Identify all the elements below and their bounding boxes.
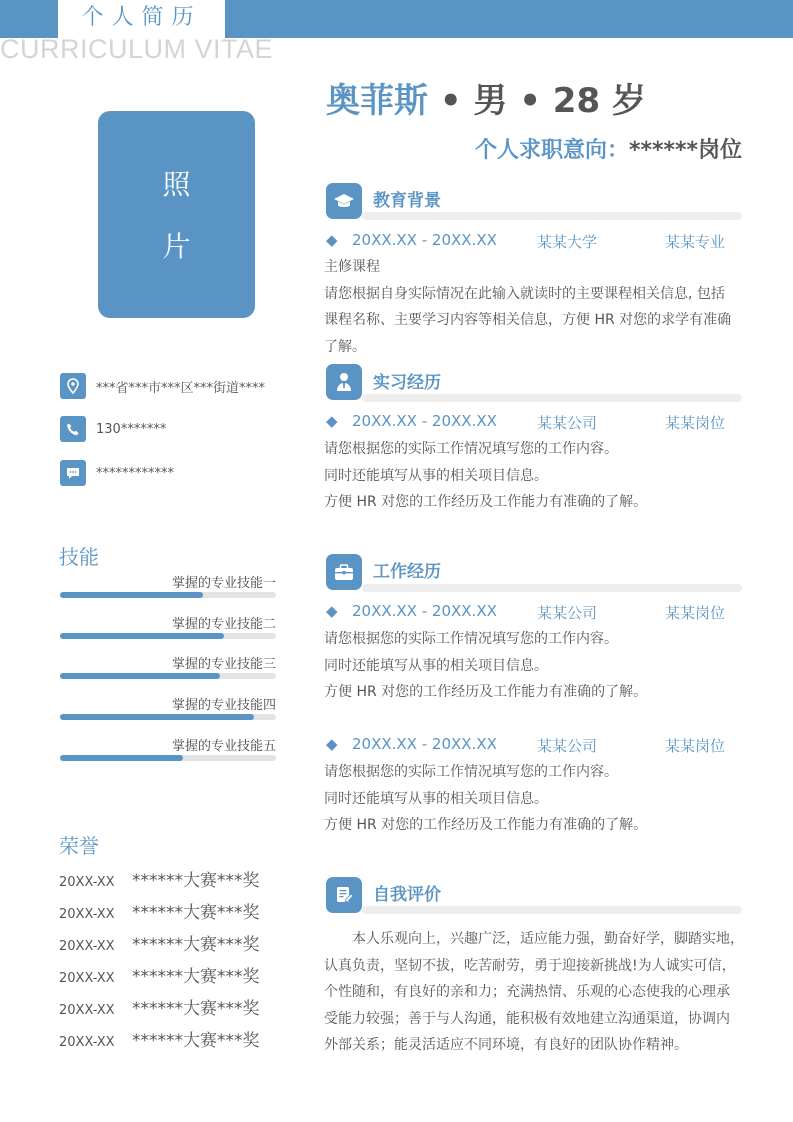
honor-date: 20XX-XX (59, 1035, 115, 1050)
graduation-cap-icon (326, 183, 362, 219)
photo-placeholder[interactable] (98, 111, 255, 318)
skill-bar-fill (60, 592, 203, 598)
education-entry (326, 231, 746, 251)
job-intent (475, 133, 742, 164)
honor-name: ******大赛***奖 (132, 871, 260, 891)
entry-role: 某某岗位 (665, 414, 726, 432)
text-line: 方便 HR 对您的工作经历及工作能力有准确的了解。 (324, 684, 648, 700)
entry-organization: 某某公司 (537, 604, 598, 622)
honor-date: 20XX-XX (59, 875, 115, 890)
skill-bar (60, 755, 276, 761)
bullet-icon: ◆ (326, 412, 338, 430)
text-line: 请您根据您的实际工作情况填写您的工作内容。 (324, 764, 618, 780)
resume-title: 个人简历 (58, 0, 225, 38)
entry-role: 某某岗位 (665, 737, 726, 755)
text-line: 主修课程 (324, 259, 380, 275)
skill-bar-fill (60, 633, 224, 639)
entry-organization: 某某公司 (537, 414, 598, 432)
skill-bar-fill (60, 714, 254, 720)
candidate-gender-age: • 男 • 28 岁 (428, 81, 646, 121)
text-line: 方便 HR 对您的工作经历及工作能力有准确的了解。 (324, 817, 648, 833)
skill-bar (60, 714, 276, 720)
self-evaluation-text (324, 926, 746, 1059)
skill-label: 掌握的专业技能五 (171, 739, 276, 754)
internship-title: 实习经历 (373, 373, 441, 393)
work-description (324, 626, 746, 706)
skill-item (60, 572, 276, 608)
candidate-name: 奥菲斯 (326, 81, 428, 121)
skill-bar-fill (60, 755, 183, 761)
skill-label: 掌握的专业技能三 (171, 657, 276, 672)
job-intent-value: ******岗位 (628, 138, 742, 163)
bullet-icon: ◆ (326, 602, 338, 620)
work-entry (326, 602, 746, 622)
work-title: 工作经历 (373, 562, 441, 582)
text-line: 本人乐观向上，兴趣广泛，适应能力强，勤奋好学，脚踏实地， (324, 931, 744, 947)
briefcase-icon (326, 554, 362, 590)
skill-label: 掌握的专业技能二 (171, 617, 276, 632)
education-description (324, 254, 746, 355)
resume-subtitle: CURRICULUM VITAE (0, 34, 274, 64)
entry-period: 20XX.XX - 20XX.XX (352, 231, 497, 249)
edit-note-icon (326, 877, 362, 913)
honor-item (59, 994, 260, 1020)
candidate-name-line (326, 79, 646, 123)
skill-item (60, 613, 276, 649)
phone-text: 130******* (96, 421, 167, 437)
person-icon (326, 364, 362, 400)
bullet-icon: ◆ (326, 735, 338, 753)
education-title: 教育背景 (373, 191, 441, 211)
bullet-icon: ◆ (326, 231, 338, 249)
section-divider (362, 212, 742, 220)
text-line: 请您根据您的实际工作情况填写您的工作内容。 (324, 631, 618, 647)
internship-entry (326, 412, 746, 432)
honor-name: ******大赛***奖 (132, 935, 260, 955)
text-line: 个性随和，有良好的亲和力；充满热情、乐观的心态使我的心理承 (324, 984, 730, 1000)
contact-phone (60, 416, 166, 442)
text-line: 请您根据您的实际工作情况填写您的工作内容。 (324, 441, 618, 457)
skill-label: 掌握的专业技能一 (171, 576, 276, 591)
skill-bar (60, 592, 276, 598)
entry-role: 某某专业 (665, 233, 726, 251)
honor-item (59, 898, 260, 924)
contact-message (60, 460, 174, 486)
message-text: ************ (96, 465, 174, 481)
honor-item (59, 930, 260, 956)
contact-address (60, 373, 265, 399)
job-intent-label: 个人求职意向： (474, 138, 629, 163)
honors-heading: 荣誉 (59, 834, 99, 858)
honor-date: 20XX-XX (59, 1003, 115, 1018)
honor-item (59, 962, 260, 988)
skill-item (60, 694, 276, 730)
text-line: 请您根据自身实际情况在此输入就读时的主要课程相关信息, 包括 (324, 285, 725, 302)
section-divider (362, 906, 742, 914)
location-icon (60, 373, 86, 399)
entry-organization: 某某大学 (537, 233, 598, 251)
honor-date: 20XX-XX (59, 907, 115, 922)
entry-role: 某某岗位 (665, 604, 726, 622)
skill-item (60, 653, 276, 689)
text-line: 同时还能填写从事的相关项目信息。 (324, 657, 548, 674)
honor-date: 20XX-XX (59, 971, 115, 986)
section-divider (362, 584, 742, 592)
honor-date: 20XX-XX (59, 939, 115, 954)
text-line: 课程名称、主要学习内容等相关信息，方便 HR 对您的求学有准确 (324, 312, 732, 328)
honor-name: ******大赛***奖 (132, 1031, 260, 1051)
text-line: 了解。 (324, 338, 366, 355)
skill-item (60, 735, 276, 771)
honor-name: ******大赛***奖 (132, 903, 260, 923)
text-line: 方便 HR 对您的工作经历及工作能力有准确的了解。 (324, 494, 648, 510)
honor-name: ******大赛***奖 (132, 999, 260, 1019)
work-entry (326, 735, 746, 755)
text-line: 外部关系；能灵活适应不同环境，有良好的团队协作精神。 (324, 1037, 688, 1053)
skill-bar-fill (60, 673, 220, 679)
text-line: 同时还能填写从事的相关项目信息。 (324, 790, 548, 807)
text-line: 受能力较强；善于与人沟通，能积极有效地建立沟通渠道，协调内 (324, 1010, 730, 1027)
entry-period: 20XX.XX - 20XX.XX (352, 735, 497, 753)
skill-bar (60, 673, 276, 679)
address-text: ***省***市***区***街道**** (96, 380, 266, 396)
section-divider (362, 394, 742, 402)
work-description (324, 759, 746, 839)
honor-item (59, 866, 260, 892)
photo-label-line1: 照 (162, 168, 191, 201)
entry-organization: 某某公司 (537, 737, 598, 755)
honor-name: ******大赛***奖 (132, 967, 260, 987)
skills-heading: 技能 (59, 545, 99, 569)
text-line: 认真负责，坚韧不拔，吃苦耐劳，勇于迎接新挑战!为人诚实可信， (324, 957, 736, 974)
internship-description (324, 436, 746, 516)
self-evaluation-title: 自我评价 (373, 885, 441, 905)
entry-period: 20XX.XX - 20XX.XX (352, 602, 497, 620)
skill-label: 掌握的专业技能四 (171, 698, 276, 713)
skill-bar (60, 633, 276, 639)
photo-label-line2: 片 (162, 230, 191, 263)
entry-period: 20XX.XX - 20XX.XX (352, 412, 497, 430)
message-icon (60, 460, 86, 486)
honor-item (59, 1026, 260, 1052)
phone-icon (60, 416, 86, 442)
text-line: 同时还能填写从事的相关项目信息。 (324, 467, 548, 484)
